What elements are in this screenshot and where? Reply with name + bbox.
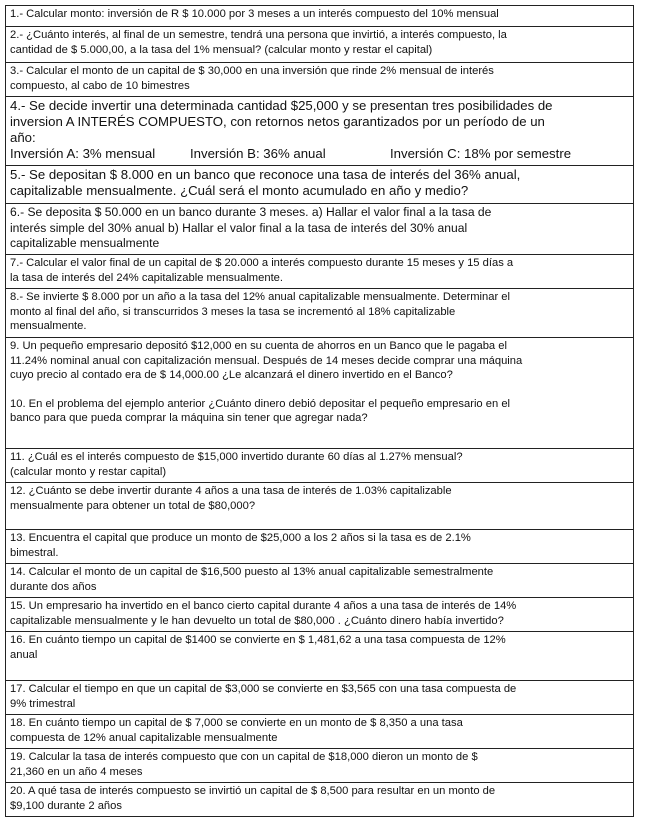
problem-19-line-1: 19. Calcular la tasa de interés compuesto que con un capital de $18,000 dieron un monto de $ (10, 751, 478, 763)
problem-row-14 (6, 564, 634, 598)
problem-13-line-1: 13. Encuentra el capital que produce un monto de $25,000 a los 2 años si la tasa es de 2.1% (10, 532, 471, 544)
problem-row-20 (6, 783, 634, 817)
problem-7-line-2: la tasa de interés del 24% capitalizable mensualmente. (10, 271, 284, 284)
problem-13-line-2: bimestral. (10, 546, 59, 559)
investment-options (10, 146, 629, 162)
problem-3-line-1: 3.- Calcular el monto de un capital de $ 30,000 en una inversión que rinde 2% mensual de interés (10, 65, 494, 77)
problem-19-line-2: 21,360 en un año 4 meses (10, 765, 143, 778)
problem-7-line-1: 7.- Calcular el valor final de un capital de $ 20.000 a interés compuesto durante 15 meses y 15 días a (10, 257, 514, 269)
problem-4-line-2: inversion A INTERÉS COMPUESTO, con retornos netos garantizados por un período de un (10, 114, 545, 129)
problem-row-7 (6, 255, 634, 289)
problem-1-line-1: 1.- Calcular monto: inversión de R $ 10.000 por 3 meses a un interés compuesto del 10% mensual (10, 8, 499, 20)
problem-12-line-1: 12. ¿Cuánto se debe invertir durante 4 años a una tasa de interés de 1.03% capitalizable (10, 485, 452, 497)
problem-4-line-1: 4.- Se decide invertir una determinada cantidad $25,000 y se presentan tres posibilidades de (10, 98, 553, 113)
problem-6-line-2: interés simple del 30% anual b) Hallar el valor final a la tasa de interés del 30% anual (10, 220, 468, 235)
problem-4-line-3: año: (10, 130, 36, 145)
problems-table (5, 5, 634, 817)
problem-15-line-1: 15. Un empresario ha invertido en el banco cierto capital durante 4 años a una tasa de interés de 14% (10, 600, 517, 612)
problem-10-line-2: banco para que pueda comprar la máquina sin tener que agregar nada? (10, 412, 368, 424)
problem-10-line-1: 10. En el problema del ejemplo anterior ¿Cuánto dinero debió depositar el pequeño empresario en el (10, 397, 511, 410)
problem-8-line-1: 8.- Se invierte $ 8.000 por un año a la tasa del 12% anual capitalizable mensualmente. Determinar el (10, 291, 511, 303)
problem-row-13 (6, 530, 634, 564)
option-c: Inversión C: 18% por semestre (390, 146, 572, 161)
problem-row-6 (6, 204, 634, 255)
problem-2-line-1: 2.- ¿Cuánto interés, al final de un semestre, tendrá una persona que invirtió, a interés compuesto, la (10, 29, 507, 41)
problem-row-1 (6, 6, 634, 27)
problem-9-line-2: 11.24% nominal anual con capitalización mensual. Después de 14 meses decide comprar una máquina (10, 354, 523, 367)
problem-3-line-2: compuesto, al cabo de 10 bimestres (10, 79, 190, 92)
problem-15-line-2: capitalizable mensualmente y le han devuelto un total de $80,000 . ¿Cuánto dinero había invertido? (10, 614, 504, 627)
problem-11-line-2: (calcular monto y restar capital) (10, 465, 167, 478)
problem-row-15 (6, 598, 634, 632)
problem-row-8 (6, 289, 634, 338)
problem-8-line-3: mensualmente. (10, 320, 87, 332)
problem-14-line-1: 14. Calcular el monto de un capital de $16,500 puesto al 13% anual capitalizable semestralmente (10, 566, 494, 578)
problem-16-line-2: anual (10, 648, 38, 661)
problem-8-line-2: monto al final del año, si transcurridos 3 meses la tasa se incrementó al 18% capitalizable (10, 305, 456, 318)
problem-12-line-2: mensualmente para obtener un total de $80,000? (10, 499, 256, 512)
problem-row-18 (6, 715, 634, 749)
problem-18-line-1: 18. En cuánto tiempo un capital de $ 7,000 se convierte en un monto de $ 8,350 a una tasa (10, 717, 463, 729)
problem-row-2 (6, 27, 634, 63)
problem-row-19 (6, 749, 634, 783)
problem-5-line-1: 5.- Se depositan $ 8.000 en un banco que reconoce una tasa de interés del 36% anual, (10, 167, 521, 182)
problem-14-line-2: durante dos años (10, 580, 97, 593)
problem-5-line-2: capitalizable mensualmente. ¿Cuál será el monto acumulado en año y medio? (10, 183, 469, 198)
problem-row-16 (6, 632, 634, 681)
problem-row-4 (6, 97, 634, 166)
problem-row-5 (6, 166, 634, 204)
problem-row-11 (6, 449, 634, 483)
problem-20-line-1: 20. A qué tasa de interés compuesto se invirtió un capital de $ 8,500 para resultar en un monto de (10, 785, 496, 797)
option-b: Inversión B: 36% anual (190, 146, 326, 161)
problem-16-line-1: 16. En cuánto tiempo un capital de $1400 se convierte en $ 1,481,62 a una tasa compuesta de 12% (10, 634, 506, 646)
problem-row-12 (6, 483, 634, 530)
problem-row-3 (6, 63, 634, 97)
problem-17-line-2: 9% trimestral (10, 697, 76, 710)
problem-17-line-1: 17. Calcular el tiempo en que un capital de $3,000 se convierte en $3,565 con una tasa compuesta de (10, 683, 517, 695)
problem-6-line-1: 6.- Se deposita $ 50.000 en un banco durante 3 meses. a) Hallar el valor final a la tasa de (10, 205, 492, 219)
problem-11-line-1: 11. ¿Cuál es el interés compuesto de $15,000 invertido durante 60 días al 1.27% mensual? (10, 451, 463, 463)
problem-18-line-2: compuesta de 12% anual capitalizable mensualmente (10, 731, 278, 744)
problem-2-line-2: cantidad de $ 5.000,00, a la tasa del 1% mensual? (calcular monto y restar el capital) (10, 43, 433, 56)
problem-9-line-3: cuyo precio al contado era de $ 14,000.00 ¿Le alcanzará el dinero invertido en el Banco? (10, 369, 453, 381)
problem-9-line-1: 9. Un pequeño empresario depositó $12,000 en su cuenta de ahorros en un Banco que le pagaba el (10, 340, 507, 352)
problem-6-line-3: capitalizable mensualmente (10, 236, 160, 250)
problem-row-17 (6, 681, 634, 715)
problem-row-9-10 (6, 338, 634, 449)
problem-20-line-2: $9,100 durante 2 años (10, 799, 122, 812)
option-a: Inversión A: 3% mensual (10, 146, 156, 161)
